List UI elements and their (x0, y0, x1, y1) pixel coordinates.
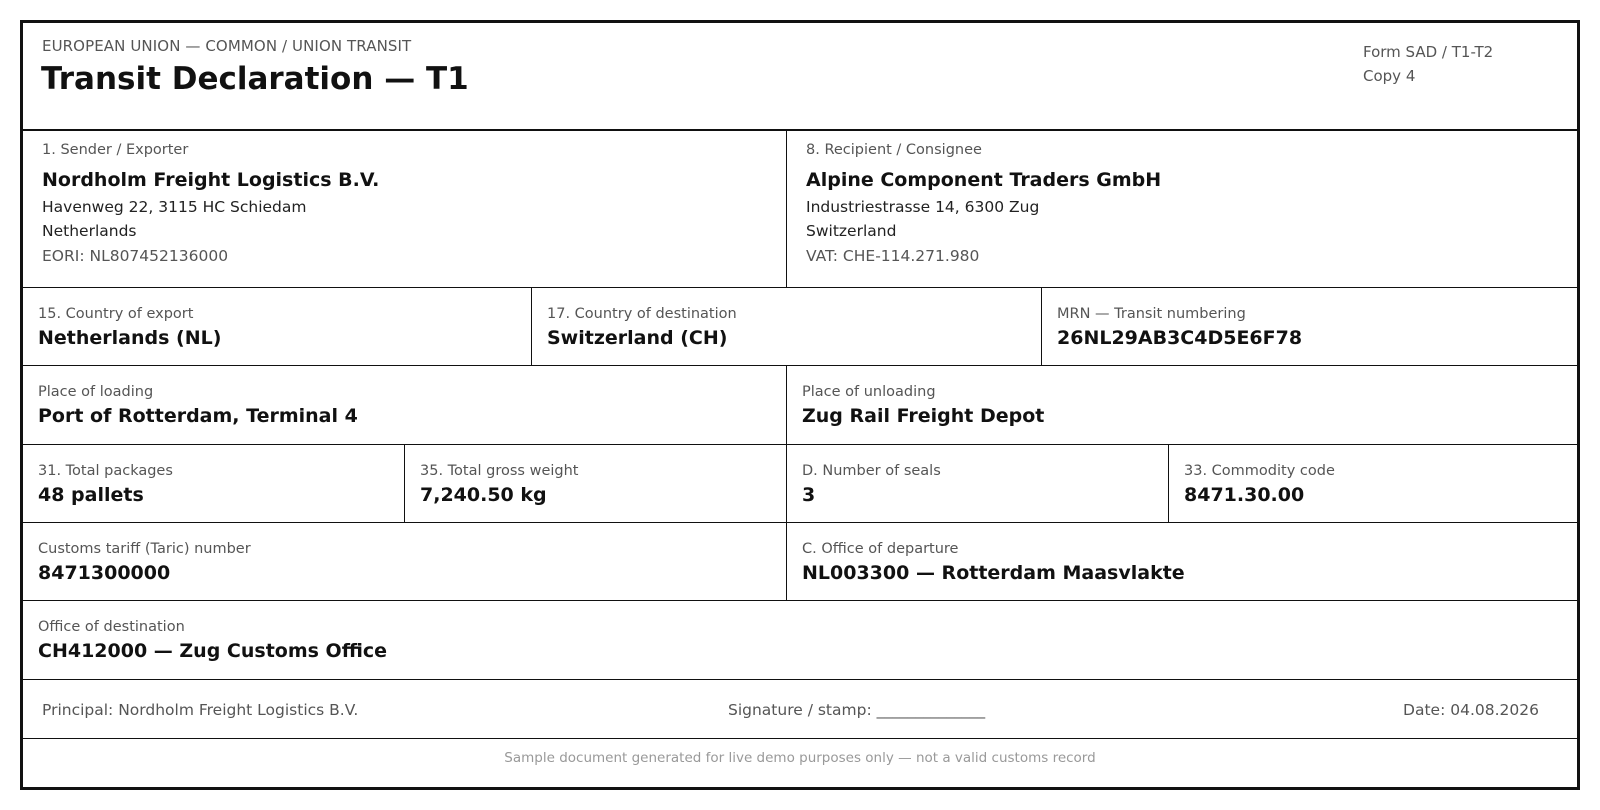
mrn-label: MRN — Transit numbering (1057, 306, 1246, 322)
commodity-code-label: 33. Commodity code (1184, 463, 1335, 479)
gross-weight-box (405, 445, 787, 522)
total-packages-value: 48 pallets (38, 484, 144, 506)
sender-label: 1. Sender / Exporter (42, 142, 189, 158)
taric-box (23, 523, 787, 600)
recipient-vat: VAT: CHE-114.271.980 (806, 247, 980, 265)
seals-box (787, 445, 1169, 522)
place-loading-value: Port of Rotterdam, Terminal 4 (38, 405, 358, 427)
form-meta (1363, 40, 1493, 88)
tariff-row (23, 523, 1577, 601)
country-export-box (23, 288, 532, 365)
place-unloading-label: Place of unloading (802, 384, 936, 400)
sender-address-line2: Netherlands (42, 222, 137, 240)
goods-row (23, 445, 1577, 523)
countries-row (23, 288, 1577, 366)
seals-value: 3 (802, 484, 816, 506)
office-destination-value: CH412000 — Zug Customs Office (38, 640, 388, 662)
country-export-value: Netherlands (NL) (38, 327, 222, 349)
form-copy: Copy 4 (1363, 67, 1416, 85)
office-departure-label: C. Office of departure (802, 541, 959, 557)
recipient-address (806, 195, 1039, 243)
seals-label: D. Number of seals (802, 463, 941, 479)
recipient-name: Alpine Component Traders GmbH (806, 169, 1162, 191)
gross-weight-value: 7,240.50 kg (420, 484, 547, 506)
principal-text: Principal: Nordholm Freight Logistics B.V. (42, 701, 359, 719)
parties-row (23, 131, 1577, 288)
recipient-address-line1: Industriestrasse 14, 6300 Zug (806, 198, 1040, 216)
commodity-code-box (1169, 445, 1577, 522)
sender-address-line1: Havenweg 22, 3115 HC Schiedam (42, 198, 307, 216)
taric-value: 8471300000 (38, 562, 171, 584)
place-loading-label: Place of loading (38, 384, 154, 400)
office-departure-box (787, 523, 1577, 600)
place-unloading-value: Zug Rail Freight Depot (802, 405, 1045, 427)
sender-box (23, 131, 787, 287)
total-packages-box (23, 445, 405, 522)
mrn-box (1042, 288, 1577, 365)
sender-address (42, 195, 306, 243)
office-destination-label: Office of destination (38, 619, 185, 635)
page-title: Transit Declaration — T1 (41, 61, 469, 97)
recipient-address-line2: Switzerland (806, 222, 897, 240)
signature-row (23, 679, 1577, 739)
mrn-value: 26NL29AB3C4D5E6F78 (1057, 327, 1303, 349)
place-loading-box (23, 366, 787, 444)
form-header (23, 23, 1577, 131)
signature-stamp-field: Signature / stamp: ______________ (728, 701, 986, 719)
disclaimer-note: Sample document generated for live demo purposes only — not a valid customs record (504, 750, 1096, 766)
country-export-label: 15. Country of export (38, 306, 194, 322)
taric-label: Customs tariff (Taric) number (38, 541, 251, 557)
commodity-code-value: 8471.30.00 (1184, 484, 1305, 506)
sender-name: Nordholm Freight Logistics B.V. (42, 169, 380, 191)
recipient-label: 8. Recipient / Consignee (806, 142, 982, 158)
country-destination-label: 17. Country of destination (547, 306, 737, 322)
form-type: Form SAD / T1-T2 (1363, 43, 1494, 61)
country-destination-box (532, 288, 1042, 365)
places-row (23, 366, 1577, 445)
office-destination-box (23, 601, 1577, 679)
destination-office-row (23, 601, 1577, 680)
country-destination-value: Switzerland (CH) (547, 327, 728, 349)
declaration-date: Date: 04.08.2026 (1403, 701, 1539, 719)
transit-declaration-form (20, 20, 1580, 790)
total-packages-label: 31. Total packages (38, 463, 173, 479)
recipient-box (787, 131, 1577, 287)
gross-weight-label: 35. Total gross weight (420, 463, 579, 479)
office-departure-value: NL003300 — Rotterdam Maasvlakte (802, 562, 1185, 584)
form-kicker: EUROPEAN UNION — COMMON / UNION TRANSIT (42, 37, 412, 55)
sender-eori: EORI: NL807452136000 (42, 247, 229, 265)
place-unloading-box (787, 366, 1577, 444)
